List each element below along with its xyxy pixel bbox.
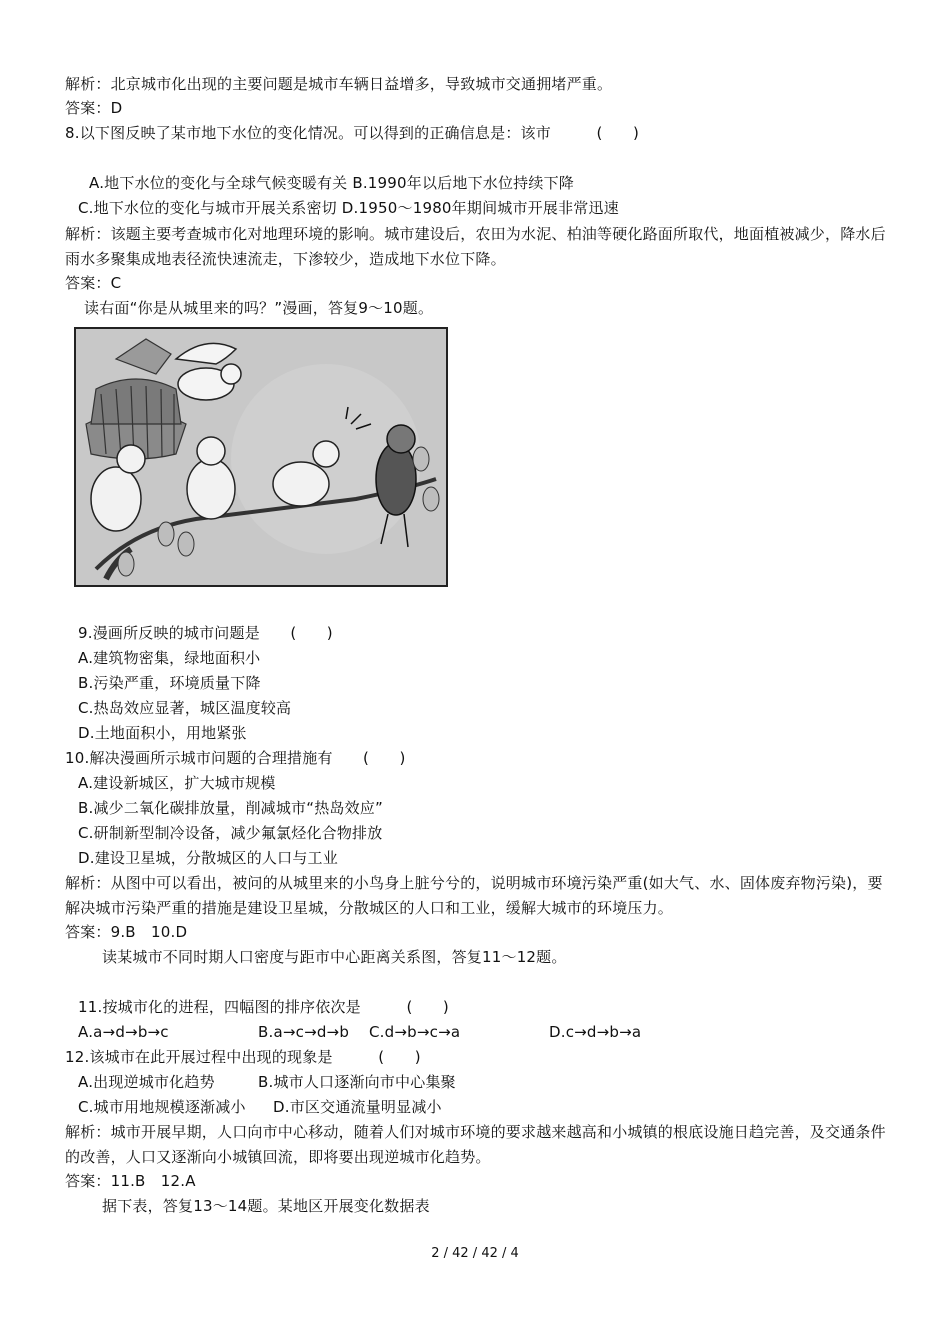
analysis-9-10: 解析：从图中可以看出，被问的从城里来的小鸟身上脏兮兮的，说明城市环境污染严重(如大气、水、固体废弃物污染)，要解决城市污染严重的措施是建设卫星城，分散城区的人口和工业，缓解大城市的环境压力。 bbox=[65, 874, 883, 917]
answer-8: 答案：C bbox=[65, 274, 122, 292]
q8-options-cd: C.地下水位的变化与城市开展关系密切 D.1950～1980年期间城市开展非常迅速 bbox=[78, 199, 619, 217]
q10-option-a: A.建设新城区，扩大城市规模 bbox=[78, 774, 276, 792]
q10-option-d: D.建设卫星城，分散城区的人口与工业 bbox=[78, 849, 338, 867]
q9-option-b: B.污染严重，环境质量下降 bbox=[78, 674, 261, 692]
q9-option-a: A.建筑物密集，绿地面积小 bbox=[78, 649, 261, 667]
q11-option-c: C.d→b→c→a bbox=[369, 1023, 461, 1041]
analysis-8: 解析：该题主要考查城市化对地理环境的影响。城市建设后，农田为水泥、柏油等硬化路面所取代，地面植被减少，降水后雨水多聚集成地表径流快速流走，下渗较少，造成地下水位下降。 bbox=[65, 225, 886, 268]
q12-option-c: C.城市用地规模逐渐减小 bbox=[78, 1098, 246, 1116]
answer-9-10: 答案：9.B 10.D bbox=[65, 923, 188, 941]
q12-option-a: A.出现逆城市化趋势 bbox=[78, 1073, 215, 1091]
q11-option-a: A.a→d→b→c bbox=[78, 1023, 169, 1041]
answer-11-12: 答案：11.B 12.A bbox=[65, 1172, 196, 1190]
intro-13-14: 据下表，答复13～14题。某地区开展变化数据表 bbox=[102, 1197, 430, 1215]
q11-option-d: D.c→d→b→a bbox=[549, 1023, 642, 1041]
page-footer: 2 / 42 / 42 / 4 bbox=[431, 1246, 519, 1261]
question-12: 12.该城市在此开展过程中出现的现象是 ( ) bbox=[65, 1048, 421, 1066]
q12-option-d: D.市区交通流量明显减小 bbox=[273, 1098, 442, 1116]
cartoon-birds-image bbox=[74, 327, 448, 587]
question-10: 10.解决漫画所示城市问题的合理措施有 ( ) bbox=[65, 749, 406, 767]
q10-option-b: B.减少二氧化碳排放量，削减城市“热岛效应” bbox=[78, 799, 384, 817]
q10-option-c: C.研制新型制冷设备，减少氟氯烃化合物排放 bbox=[78, 824, 383, 842]
q9-option-d: D.土地面积小，用地紧张 bbox=[78, 724, 247, 742]
q8-options-ab: A.地下水位的变化与全球气候变暖有关 B.1990年以后地下水位持续下降 bbox=[89, 174, 574, 192]
q9-option-c: C.热岛效应显著，城区温度较高 bbox=[78, 699, 292, 717]
cartoon-illustration bbox=[76, 329, 446, 585]
q11-option-b: B.a→c→d→b bbox=[258, 1023, 350, 1041]
analysis-11-12: 解析：城市开展早期，人口向市中心移动，随着人们对城市环境的要求越来越高和小城镇的根底设施日趋完善，及交通条件的改善，人口又逐渐向小城镇回流，即将要出现逆城市化趋势。 bbox=[65, 1123, 886, 1166]
question-8: 8.以下图反映了某市地下水位的变化情况。可以得到的正确信息是：该市 ( ) bbox=[65, 124, 640, 142]
intro-9-10: 读右面“你是从城里来的吗？”漫画，答复9～10题。 bbox=[84, 299, 434, 317]
answer-7: 答案：D bbox=[65, 99, 123, 117]
question-9: 9.漫画所反映的城市问题是 ( ) bbox=[78, 624, 333, 642]
question-11: 11.按城市化的进程，四幅图的排序依次是 ( ) bbox=[78, 998, 449, 1016]
analysis-7: 解析：北京城市化出现的主要问题是城市车辆日益增多，导致城市交通拥堵严重。 bbox=[65, 75, 613, 93]
q12-option-b: B.城市人口逐渐向市中心集聚 bbox=[258, 1073, 456, 1091]
intro-11-12: 读某城市不同时期人口密度与距市中心距离关系图，答复11～12题。 bbox=[102, 948, 567, 966]
